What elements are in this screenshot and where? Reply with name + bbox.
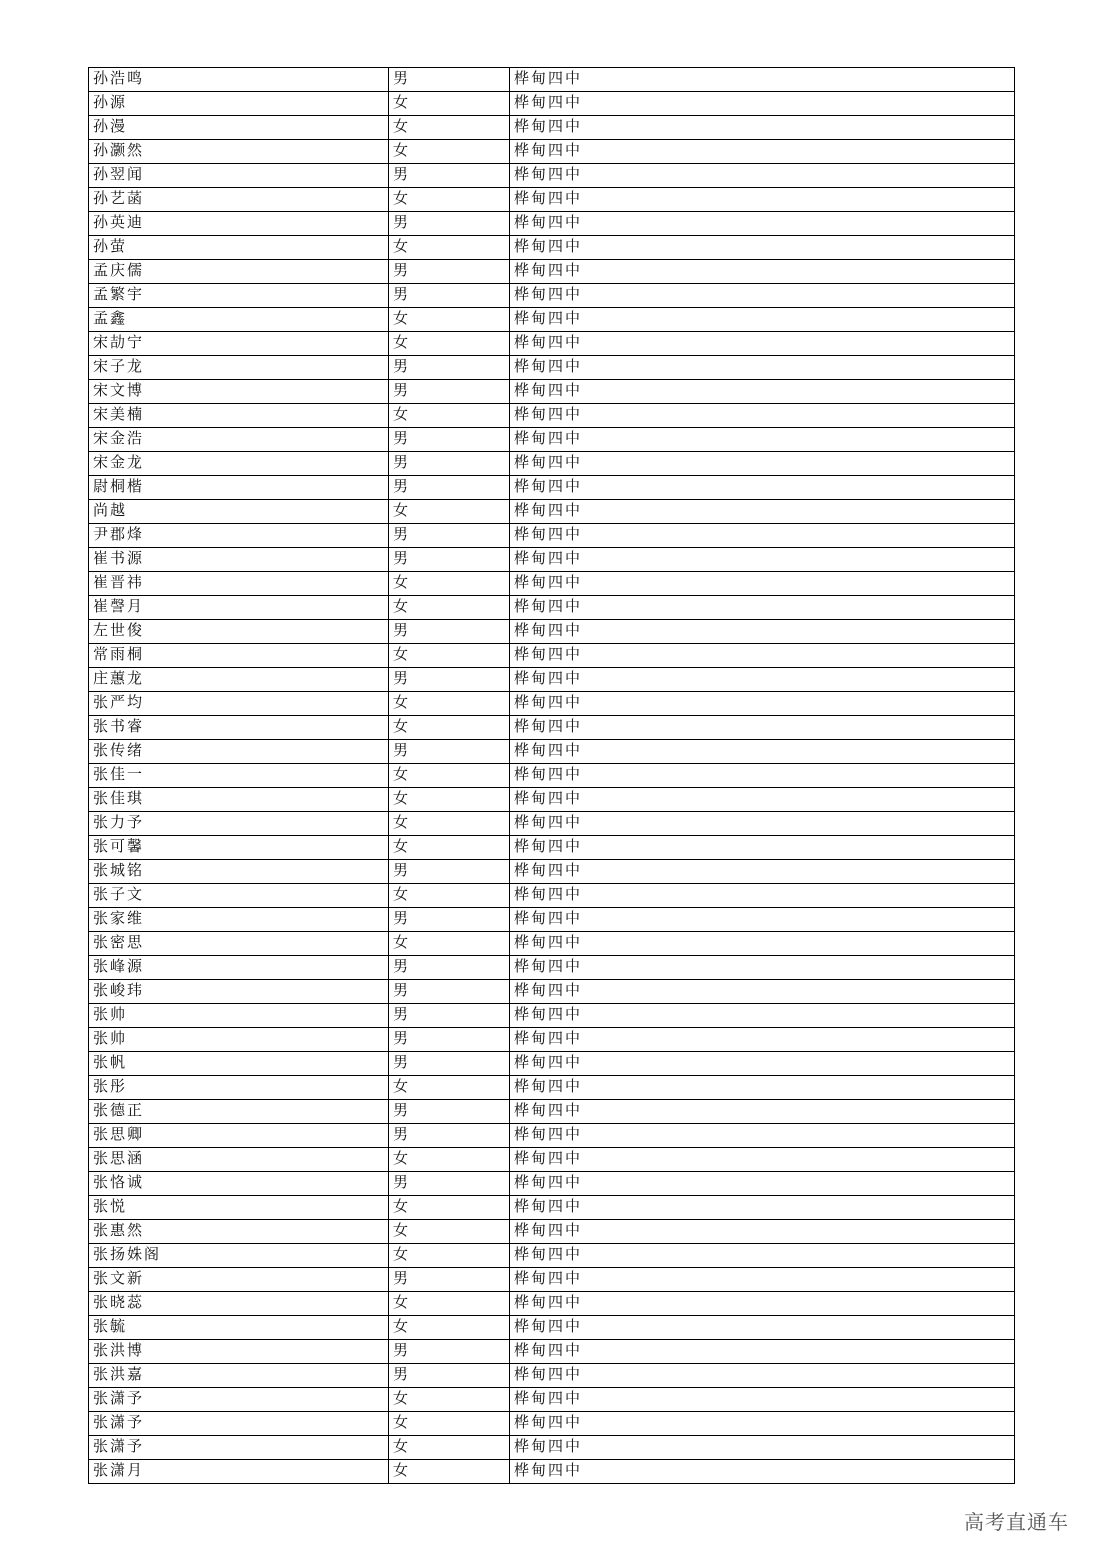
gender-cell: 女 [389,1412,510,1436]
name-cell: 崔书源 [89,548,389,572]
gender-cell: 男 [389,1100,510,1124]
gender-cell: 女 [389,188,510,212]
table-row [89,1052,1015,1076]
name-cell: 张洪博 [89,1340,389,1364]
school-cell: 桦甸四中 [510,332,1015,356]
school-cell: 桦甸四中 [510,188,1015,212]
table-row [89,284,1015,308]
school-cell: 桦甸四中 [510,1244,1015,1268]
gender-cell: 男 [389,740,510,764]
table-row [89,572,1015,596]
school-cell: 桦甸四中 [510,788,1015,812]
table-row [89,1220,1015,1244]
gender-cell: 男 [389,860,510,884]
table-row [89,1268,1015,1292]
name-cell: 张潇予 [89,1412,389,1436]
school-cell: 桦甸四中 [510,1172,1015,1196]
table-row [89,68,1015,92]
table-row [89,164,1015,188]
table-row [89,476,1015,500]
table-row [89,860,1015,884]
name-cell: 张密思 [89,932,389,956]
school-cell: 桦甸四中 [510,260,1015,284]
school-cell: 桦甸四中 [510,524,1015,548]
gender-cell: 男 [389,620,510,644]
name-cell: 张彤 [89,1076,389,1100]
school-cell: 桦甸四中 [510,1316,1015,1340]
school-cell: 桦甸四中 [510,884,1015,908]
name-cell: 张帅 [89,1028,389,1052]
school-cell: 桦甸四中 [510,860,1015,884]
table-row [89,812,1015,836]
gender-cell: 女 [389,1460,510,1484]
name-cell: 尉桐楷 [89,476,389,500]
table-row [89,1292,1015,1316]
table-row [89,956,1015,980]
gender-cell: 男 [389,68,510,92]
name-cell: 张严均 [89,692,389,716]
gender-cell: 女 [389,812,510,836]
name-cell: 张德正 [89,1100,389,1124]
name-cell: 宋金浩 [89,428,389,452]
gender-cell: 男 [389,284,510,308]
table-row [89,1340,1015,1364]
gender-cell: 女 [389,692,510,716]
name-cell: 孙英迪 [89,212,389,236]
school-cell: 桦甸四中 [510,452,1015,476]
school-cell: 桦甸四中 [510,668,1015,692]
name-cell: 宋金龙 [89,452,389,476]
school-cell: 桦甸四中 [510,764,1015,788]
gender-cell: 男 [389,548,510,572]
name-cell: 张恪诚 [89,1172,389,1196]
table-row [89,596,1015,620]
gender-cell: 女 [389,236,510,260]
gender-cell: 男 [389,956,510,980]
name-cell: 张文新 [89,1268,389,1292]
school-cell: 桦甸四中 [510,356,1015,380]
school-cell: 桦甸四中 [510,140,1015,164]
student-roster-table [88,67,1015,1484]
name-cell: 庄蕙龙 [89,668,389,692]
table-row [89,764,1015,788]
gender-cell: 女 [389,92,510,116]
name-cell: 孟繁宇 [89,284,389,308]
name-cell: 孟庆儒 [89,260,389,284]
school-cell: 桦甸四中 [510,164,1015,188]
name-cell: 张家维 [89,908,389,932]
table-row [89,644,1015,668]
school-cell: 桦甸四中 [510,1124,1015,1148]
name-cell: 宋子龙 [89,356,389,380]
table-row [89,620,1015,644]
table-row [89,980,1015,1004]
gender-cell: 男 [389,980,510,1004]
school-cell: 桦甸四中 [510,1076,1015,1100]
table-row [89,332,1015,356]
gender-cell: 男 [389,476,510,500]
table-row [89,524,1015,548]
name-cell: 张书睿 [89,716,389,740]
school-cell: 桦甸四中 [510,236,1015,260]
name-cell: 常雨桐 [89,644,389,668]
table-row [89,404,1015,428]
gender-cell: 男 [389,908,510,932]
table-row [89,1388,1015,1412]
school-cell: 桦甸四中 [510,836,1015,860]
school-cell: 桦甸四中 [510,500,1015,524]
school-cell: 桦甸四中 [510,1292,1015,1316]
gender-cell: 男 [389,524,510,548]
name-cell: 张毓 [89,1316,389,1340]
name-cell: 张帅 [89,1004,389,1028]
gender-cell: 女 [389,764,510,788]
table-row [89,236,1015,260]
table-row [89,212,1015,236]
school-cell: 桦甸四中 [510,620,1015,644]
name-cell: 张惠然 [89,1220,389,1244]
table-row [89,1124,1015,1148]
name-cell: 宋美楠 [89,404,389,428]
school-cell: 桦甸四中 [510,716,1015,740]
table-row [89,1364,1015,1388]
name-cell: 宋劼宁 [89,332,389,356]
school-cell: 桦甸四中 [510,1412,1015,1436]
table-row [89,740,1015,764]
school-cell: 桦甸四中 [510,116,1015,140]
name-cell: 张悦 [89,1196,389,1220]
gender-cell: 女 [389,1220,510,1244]
watermark-text: 高考直通车 [964,1510,1069,1534]
name-cell: 张洪嘉 [89,1364,389,1388]
school-cell: 桦甸四中 [510,380,1015,404]
table-row [89,548,1015,572]
name-cell: 宋文博 [89,380,389,404]
school-cell: 桦甸四中 [510,1028,1015,1052]
name-cell: 张佳一 [89,764,389,788]
gender-cell: 女 [389,404,510,428]
table-row [89,116,1015,140]
table-row [89,428,1015,452]
table-row [89,1028,1015,1052]
name-cell: 孙灏然 [89,140,389,164]
table-row [89,308,1015,332]
name-cell: 张思卿 [89,1124,389,1148]
name-cell: 孙浩鸣 [89,68,389,92]
name-cell: 张潇月 [89,1460,389,1484]
gender-cell: 女 [389,1388,510,1412]
gender-cell: 男 [389,356,510,380]
name-cell: 张子文 [89,884,389,908]
table-row [89,692,1015,716]
name-cell: 左世俊 [89,620,389,644]
name-cell: 尹郡烽 [89,524,389,548]
school-cell: 桦甸四中 [510,932,1015,956]
gender-cell: 女 [389,1316,510,1340]
table-row [89,1244,1015,1268]
school-cell: 桦甸四中 [510,644,1015,668]
gender-cell: 男 [389,452,510,476]
table-row [89,260,1015,284]
school-cell: 桦甸四中 [510,980,1015,1004]
table-row [89,1196,1015,1220]
gender-cell: 女 [389,1076,510,1100]
school-cell: 桦甸四中 [510,1220,1015,1244]
name-cell: 张扬姝阁 [89,1244,389,1268]
gender-cell: 女 [389,140,510,164]
school-cell: 桦甸四中 [510,956,1015,980]
table-row [89,1316,1015,1340]
school-cell: 桦甸四中 [510,212,1015,236]
gender-cell: 男 [389,428,510,452]
gender-cell: 男 [389,1340,510,1364]
school-cell: 桦甸四中 [510,908,1015,932]
gender-cell: 男 [389,1268,510,1292]
gender-cell: 女 [389,1196,510,1220]
school-cell: 桦甸四中 [510,548,1015,572]
name-cell: 张潇予 [89,1436,389,1460]
gender-cell: 男 [389,1004,510,1028]
gender-cell: 女 [389,572,510,596]
gender-cell: 男 [389,1124,510,1148]
school-cell: 桦甸四中 [510,404,1015,428]
table-row [89,1100,1015,1124]
table-row [89,140,1015,164]
table-row [89,1460,1015,1484]
name-cell: 张城铭 [89,860,389,884]
gender-cell: 女 [389,116,510,140]
name-cell: 张佳琪 [89,788,389,812]
gender-cell: 男 [389,1052,510,1076]
name-cell: 孙萤 [89,236,389,260]
gender-cell: 女 [389,716,510,740]
name-cell: 张潇予 [89,1388,389,1412]
table-row [89,668,1015,692]
name-cell: 张峻玮 [89,980,389,1004]
gender-cell: 女 [389,1148,510,1172]
gender-cell: 女 [389,884,510,908]
gender-cell: 女 [389,1244,510,1268]
gender-cell: 男 [389,260,510,284]
school-cell: 桦甸四中 [510,812,1015,836]
school-cell: 桦甸四中 [510,1148,1015,1172]
name-cell: 孟鑫 [89,308,389,332]
gender-cell: 女 [389,788,510,812]
name-cell: 张可馨 [89,836,389,860]
gender-cell: 男 [389,1172,510,1196]
name-cell: 孙漫 [89,116,389,140]
name-cell: 孙艺菡 [89,188,389,212]
name-cell: 张传绪 [89,740,389,764]
roster-body [89,68,1015,1484]
school-cell: 桦甸四中 [510,1436,1015,1460]
table-row [89,1436,1015,1460]
table-row [89,1004,1015,1028]
school-cell: 桦甸四中 [510,1268,1015,1292]
school-cell: 桦甸四中 [510,740,1015,764]
school-cell: 桦甸四中 [510,1052,1015,1076]
name-cell: 张力予 [89,812,389,836]
table-row [89,932,1015,956]
table-row [89,1172,1015,1196]
gender-cell: 女 [389,1436,510,1460]
table-row [89,836,1015,860]
name-cell: 崔謦月 [89,596,389,620]
table-row [89,788,1015,812]
school-cell: 桦甸四中 [510,1340,1015,1364]
table-row [89,884,1015,908]
gender-cell: 男 [389,1028,510,1052]
name-cell: 张晓蕊 [89,1292,389,1316]
gender-cell: 女 [389,1292,510,1316]
gender-cell: 女 [389,932,510,956]
gender-cell: 男 [389,668,510,692]
school-cell: 桦甸四中 [510,1100,1015,1124]
table-row [89,92,1015,116]
name-cell: 张帆 [89,1052,389,1076]
name-cell: 张峰源 [89,956,389,980]
table-row [89,716,1015,740]
name-cell: 张思涵 [89,1148,389,1172]
table-row [89,188,1015,212]
gender-cell: 女 [389,836,510,860]
school-cell: 桦甸四中 [510,596,1015,620]
name-cell: 孙翌闻 [89,164,389,188]
school-cell: 桦甸四中 [510,1364,1015,1388]
gender-cell: 男 [389,380,510,404]
gender-cell: 女 [389,596,510,620]
table-row [89,908,1015,932]
school-cell: 桦甸四中 [510,68,1015,92]
table-row [89,452,1015,476]
school-cell: 桦甸四中 [510,92,1015,116]
school-cell: 桦甸四中 [510,476,1015,500]
gender-cell: 女 [389,308,510,332]
table-row [89,1412,1015,1436]
gender-cell: 男 [389,212,510,236]
gender-cell: 男 [389,1364,510,1388]
table-row [89,1076,1015,1100]
school-cell: 桦甸四中 [510,308,1015,332]
name-cell: 尚越 [89,500,389,524]
gender-cell: 女 [389,644,510,668]
table-row [89,380,1015,404]
school-cell: 桦甸四中 [510,1460,1015,1484]
name-cell: 崔晋祎 [89,572,389,596]
gender-cell: 男 [389,164,510,188]
table-row [89,356,1015,380]
table-row [89,500,1015,524]
school-cell: 桦甸四中 [510,428,1015,452]
gender-cell: 女 [389,500,510,524]
school-cell: 桦甸四中 [510,572,1015,596]
name-cell: 孙源 [89,92,389,116]
school-cell: 桦甸四中 [510,1196,1015,1220]
table-row [89,1148,1015,1172]
school-cell: 桦甸四中 [510,1388,1015,1412]
school-cell: 桦甸四中 [510,1004,1015,1028]
gender-cell: 女 [389,332,510,356]
school-cell: 桦甸四中 [510,692,1015,716]
school-cell: 桦甸四中 [510,284,1015,308]
